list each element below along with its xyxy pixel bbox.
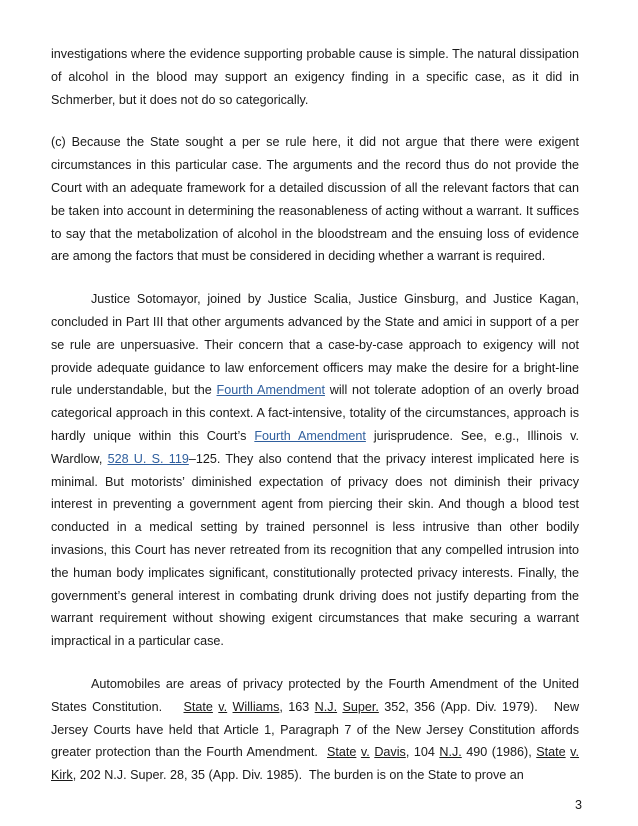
document-body bbox=[51, 43, 583, 787]
page-number: 3 bbox=[574, 798, 582, 812]
paragraph-gap bbox=[51, 268, 579, 288]
paragraph-text: , 163 bbox=[279, 699, 315, 714]
paragraph-text: 490 (1986), bbox=[461, 745, 537, 760]
case-name-williams: Williams bbox=[232, 699, 280, 714]
paragraph-gap bbox=[51, 653, 579, 673]
paragraph-text: jurisprudence. See, e.g., Illinois v. Wardlow, bbox=[51, 428, 580, 466]
paragraph-text: , 104 bbox=[405, 745, 440, 760]
paragraph-text: Automobiles are areas of privacy protected by the Fourth Amendment of the United States Constitution. bbox=[51, 676, 583, 714]
paragraph-automobiles-privacy bbox=[51, 673, 583, 787]
paragraph-per-se-rule: (c) Because the State sought a per se rule here, it did not argue that there were exigent circumstances in this particular case. The arguments and the record thus do not provide the Court with an adequate framework for a detailed discussion of all the relevant factors that can be taken into account in determining the reasonableness of acting without a warrant. It suffices to say that the metabolization of alcohol in the bloodstream and the ensuing loss of evidence are among the factors that must be considered in deciding whether a warrant is required. bbox=[51, 135, 579, 264]
case-versus: v. bbox=[360, 745, 370, 760]
citation-link-528-us-119[interactable]: 528 U. S. 119 bbox=[107, 451, 189, 466]
reporter-super: Super. bbox=[342, 699, 379, 714]
paragraph-text: Justice Sotomayor, joined by Justice Scalia, Justice Ginsburg, and Justice Kagan, concluded in Part III that other arguments advanced by the State and amici in support of a per se rule are unpersuasive. Their concern that a case-by-case approach to exigency will not provide adequate guidance to law enforcement officers may make the desire for a bright-line rule understandable, but the bbox=[51, 292, 579, 398]
paragraph-natural-dissipation: investigations where the evidence supporting probable cause is simple. The natural dissipation of alcohol in the blood may support an exigency finding in a specific case, as it did in Schmerber, but it does not do so categorically. bbox=[51, 47, 579, 107]
paragraph-text: 352, 356 (App. Div. 1979). New Jersey Courts have held that Article 1, Paragraph 7 of the New Jersey Constitution affords greater protection than the Fourth Amendment. bbox=[51, 699, 583, 760]
case-name-state: State bbox=[326, 745, 357, 760]
case-name-state: State bbox=[183, 699, 213, 714]
case-versus: v. bbox=[218, 699, 228, 714]
fourth-amendment-link[interactable]: Fourth Amendment bbox=[254, 428, 366, 443]
fourth-amendment-link[interactable]: Fourth Amendment bbox=[216, 383, 325, 398]
paragraph-gap bbox=[51, 111, 579, 131]
case-name-state: State bbox=[536, 745, 566, 760]
paragraph-text: will not tolerate adoption of an overly broad categorical approach in this context. A fact-intensive, totality of the circumstances, approach is hardly unique within this Court’s bbox=[51, 383, 579, 443]
reporter-nj: N.J. bbox=[314, 699, 338, 714]
paragraph-text: , 202 N.J. Super. 28, 35 (App. Div. 1985). The burden is on the State to prove an bbox=[72, 768, 524, 783]
case-name-kirk: Kirk bbox=[51, 768, 73, 783]
case-versus: v. bbox=[570, 745, 580, 760]
reporter-nj: N.J. bbox=[439, 745, 462, 760]
paragraph-justice-sotomayor bbox=[51, 288, 579, 653]
paragraph-text: –125. They also contend that the privacy interest implicated here is minimal. But motorists’ diminished expectation of privacy does not diminish their privacy interest in preventing a government agent from piercing their skin. And though a blood test conducted in a medical setting by trained personnel is less intrusive than other bodily invasions, this Court has never retreated from its recognition that any compelled intrusion into the human body implicates significant, constitutionally protected privacy interests. Finally, the government’s general interest in combating drunk driving does not justify departing from the warrant requirement without showing exigent circumstances that make securing a warrant impractical in a particular case. bbox=[51, 451, 579, 649]
case-name-davis: Davis bbox=[374, 745, 406, 760]
